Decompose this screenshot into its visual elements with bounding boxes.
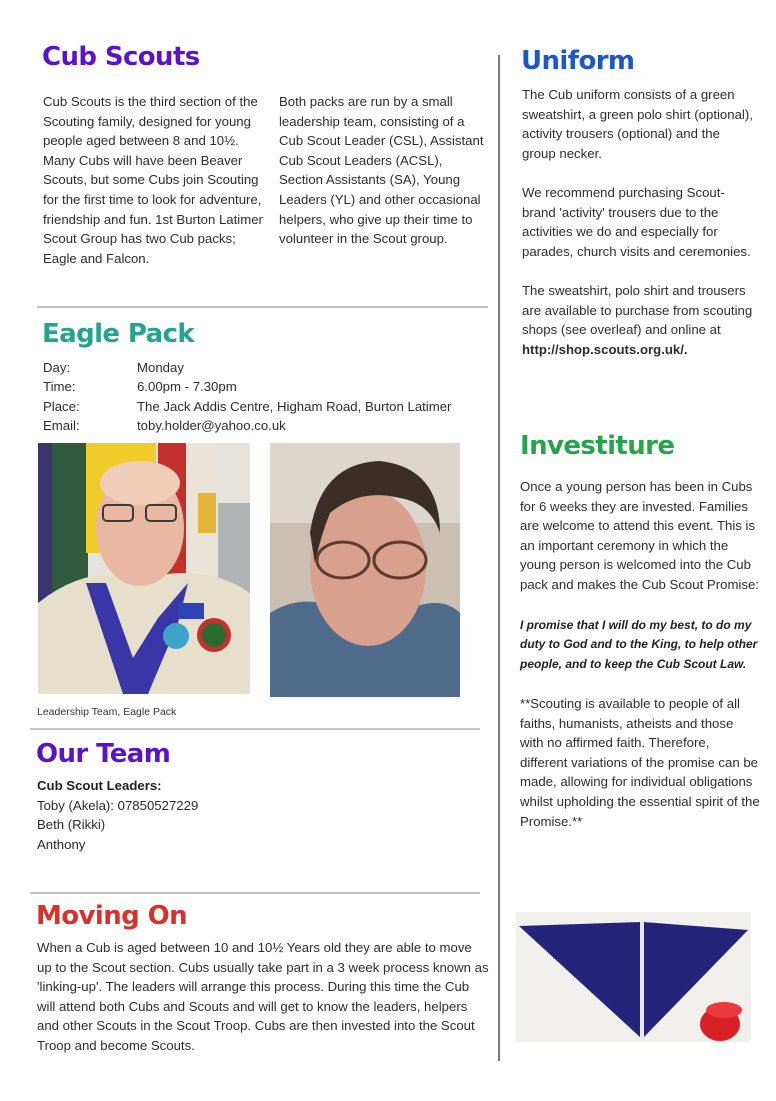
cub-scout-promise: I promise that I will do my best, to do my duty to God and to the King, to help other people, and to keep the Cub Scout Law. (520, 617, 758, 671)
moving-on-heading: Moving On (36, 901, 187, 931)
uniform-paragraph-2: We recommend purchasing Scout-brand 'activity' trousers due to the activities we do and especially for parades, church visits and ceremonies. (522, 184, 751, 259)
info-row-email (43, 416, 493, 435)
column-divider (498, 55, 500, 1061)
eagle-pack-heading: Eagle Pack (42, 319, 195, 349)
info-row-place (43, 397, 493, 416)
cub-scouts-heading: Cub Scouts (42, 42, 200, 72)
our-team-list (37, 776, 198, 854)
leader-photo-toby (38, 443, 250, 694)
uniform-heading: Uniform (521, 46, 635, 76)
moving-on-text: When a Cub is aged between 10 and 10½ Years old they are able to move up to the Scout section. Cubs usually take part in a 3 week process known as 'linking-up'. The leaders will arrange this process. During this time the Cub will attend both Cubs and Scouts and will get to know the leaders, helpers and other Scouts in the Scout Troop. Cubs are then invested into the Scout Troop and become Scouts. (37, 940, 489, 1053)
leader-photo-toby-image (38, 443, 250, 694)
faith-note: **Scouting is available to people of all faiths, humanists, atheists and those with no affirmed faith. Therefore, different variations of the promise can be made, allowing for individual obligations whilst upholding the essential spirit of the Promise.** (520, 695, 760, 829)
scout-shop-link[interactable]: http://shop.scouts.org.uk/. (522, 341, 688, 357)
section-divider (30, 728, 480, 730)
uniform-paragraph-1: The Cub uniform consists of a green sweatshirt, a green polo shirt (optional), activity trousers (optional) and the group necker. (522, 87, 753, 161)
team-member: Toby (Akela): 07850527229 (37, 797, 199, 813)
cub-scouts-intro-text: Cub Scouts is the third section of the Scouting family, designed for young people aged between 8 and 10½. Many Cubs will have been Beaver Scouts, but some Cubs join Scouting for the first time to look for adventure, friendship and fun. 1st Burton Latimer Scout Group has two Cub packs; Eagle and Falcon. (43, 94, 263, 266)
eagle-pack-info (43, 358, 493, 436)
team-member: Beth (Rikki) (37, 817, 106, 833)
info-label: Time: (43, 379, 76, 395)
necker-photo (516, 912, 750, 1042)
info-value: The Jack Addis Centre, Higham Road, Burton Latimer (137, 398, 452, 414)
info-row-time (43, 377, 493, 396)
leader-photo-beth-image (270, 443, 460, 697)
info-value: 6.00pm - 7.30pm (137, 379, 237, 395)
leaders-subheading: Cub Scout Leaders: (37, 778, 162, 793)
leader-photo-beth (270, 443, 460, 697)
info-label: Email: (43, 418, 80, 434)
team-member: Anthony (37, 836, 86, 852)
info-label: Place: (43, 398, 80, 414)
our-team-heading: Our Team (36, 739, 171, 769)
photo-caption: Leadership Team, Eagle Pack (37, 706, 177, 718)
info-value: Monday (137, 360, 184, 375)
leadership-team-text: Both packs are run by a small leadership team, consisting of a Cub Scout Leader (CSL), Assistant Cub Scout Leaders (ACSL), Section Assistants (SA), Young Leaders (YL) and other occasional helpers, who give up their time to volunteer in the Scout group. (279, 94, 484, 247)
investiture-paragraph: Once a young person has been in Cubs for 6 weeks they are invested. Families are welcome to attend this event. This is an important ceremony in which the young person is welcomed into the Cub pack and makes the Cub Scout Promise: (520, 479, 759, 592)
investiture-heading: Investiture (520, 431, 675, 461)
uniform-body (522, 85, 757, 359)
info-value-email[interactable]: toby.holder@yahoo.co.uk (137, 418, 286, 434)
info-row-day (43, 358, 493, 377)
uniform-paragraph-3: The sweatshirt, polo shirt and trousers are available to purchase from scouting shops (see overleaf) and online at (522, 282, 753, 338)
necker-and-woggle-image (516, 912, 750, 1042)
info-label: Day: (43, 360, 71, 375)
investiture-body (520, 477, 760, 831)
section-divider (30, 892, 480, 894)
section-divider (37, 306, 488, 308)
